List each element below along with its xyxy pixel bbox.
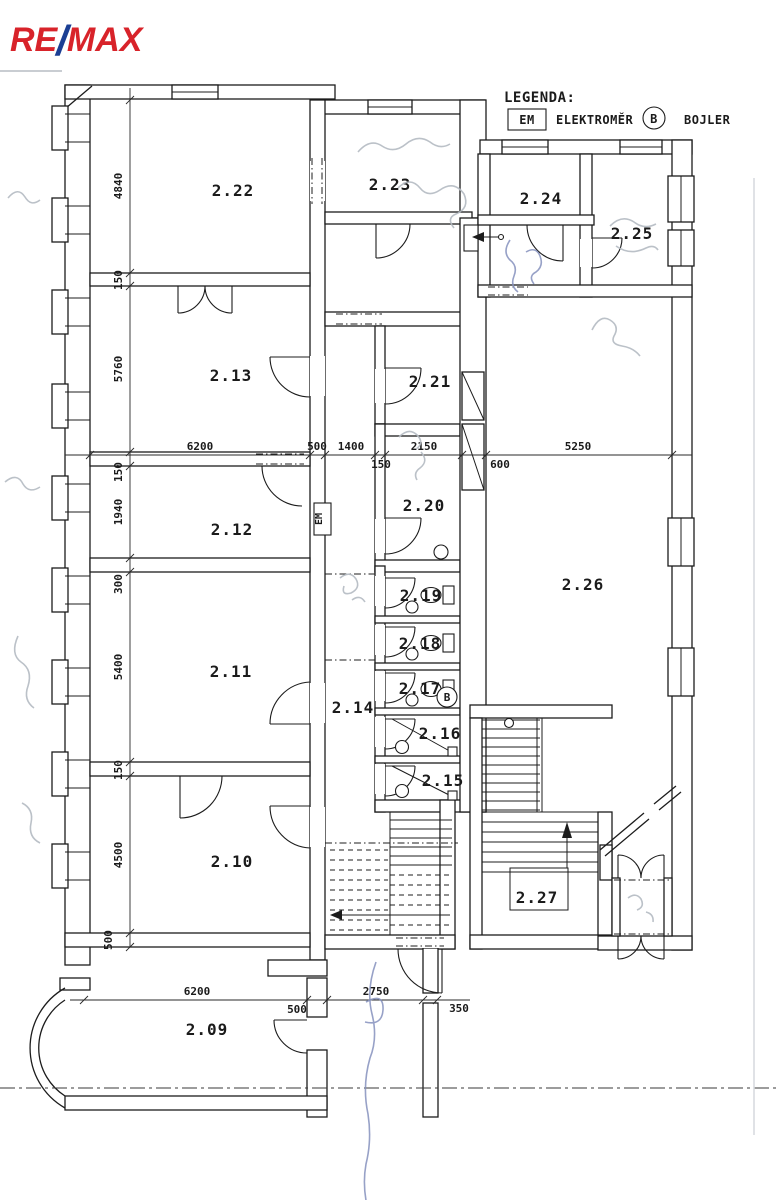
boiler-symbol-label: B xyxy=(443,691,451,704)
room-label-225: 2.25 xyxy=(610,224,654,243)
room-labels xyxy=(183,175,654,1039)
sink-icon xyxy=(434,545,448,559)
dim-label: 1940 xyxy=(112,498,125,526)
dim-label: 500 xyxy=(307,440,327,453)
room-label-211: 2.11 xyxy=(209,662,253,681)
room-label-216: 2.16 xyxy=(418,724,462,743)
walls-layer xyxy=(30,85,692,1117)
room-label-215: 2.15 xyxy=(421,771,465,790)
dim-label: 6200 xyxy=(183,985,211,998)
dim-label: 5400 xyxy=(112,653,125,681)
dim-label: 6200 xyxy=(186,440,214,453)
dim-label: 500 xyxy=(287,1003,307,1016)
room-label-226: 2.26 xyxy=(561,575,605,594)
dim-label: 5760 xyxy=(112,355,125,383)
sink-icon xyxy=(396,741,409,754)
room-label-217: 2.17 xyxy=(398,679,442,698)
room-label-222: 2.22 xyxy=(211,181,255,200)
legend-b-label: BOJLER xyxy=(684,113,731,127)
room-label-224: 2.24 xyxy=(519,189,563,208)
logo-text-re: RE xyxy=(10,21,58,59)
room-label-213: 2.13 xyxy=(209,366,253,385)
dim-label: 600 xyxy=(490,458,510,471)
dim-label: 4500 xyxy=(112,841,125,869)
secondary-staircase xyxy=(325,812,458,935)
dim-label: 2150 xyxy=(410,440,438,453)
legend-em-symbol: EM xyxy=(519,113,535,127)
dim-label: 4840 xyxy=(112,172,125,200)
dim-label: 500 xyxy=(102,930,115,950)
legend-em-label: ELEKTROMĚR xyxy=(556,113,634,127)
logo-slash: / xyxy=(56,17,68,64)
room-label-209: 2.09 xyxy=(185,1020,229,1039)
legend-title: LEGENDA: xyxy=(504,90,576,106)
room-label-221: 2.21 xyxy=(408,372,452,391)
dim-label: 300 xyxy=(112,574,125,594)
dim-label: 150 xyxy=(112,462,125,482)
dim-label: 150 xyxy=(371,458,391,471)
main-staircase xyxy=(482,718,598,910)
room-label-227: 2.27 xyxy=(515,888,559,907)
sink-icon xyxy=(396,785,409,798)
dim-label: 150 xyxy=(112,270,125,290)
legend xyxy=(504,90,731,130)
legend-b-symbol: B xyxy=(650,112,658,126)
room-label-212: 2.12 xyxy=(210,520,254,539)
dim-label: 1400 xyxy=(337,440,365,453)
room-label-210: 2.10 xyxy=(210,852,254,871)
room-label-223: 2.23 xyxy=(368,175,412,194)
electrometer-symbol-label: EM xyxy=(314,512,325,526)
dim-label: 150 xyxy=(112,760,125,780)
electrometer-symbol xyxy=(314,503,331,535)
dim-label: 2750 xyxy=(362,985,390,998)
room-label-214: 2.14 xyxy=(331,698,375,717)
dim-label: 350 xyxy=(449,1002,469,1015)
dim-label: 5250 xyxy=(564,440,592,453)
room-label-219: 2.19 xyxy=(399,586,443,605)
room-label-218: 2.18 xyxy=(398,634,442,653)
logo-text-max: MAX xyxy=(66,21,143,59)
room-label-220: 2.20 xyxy=(402,496,446,515)
